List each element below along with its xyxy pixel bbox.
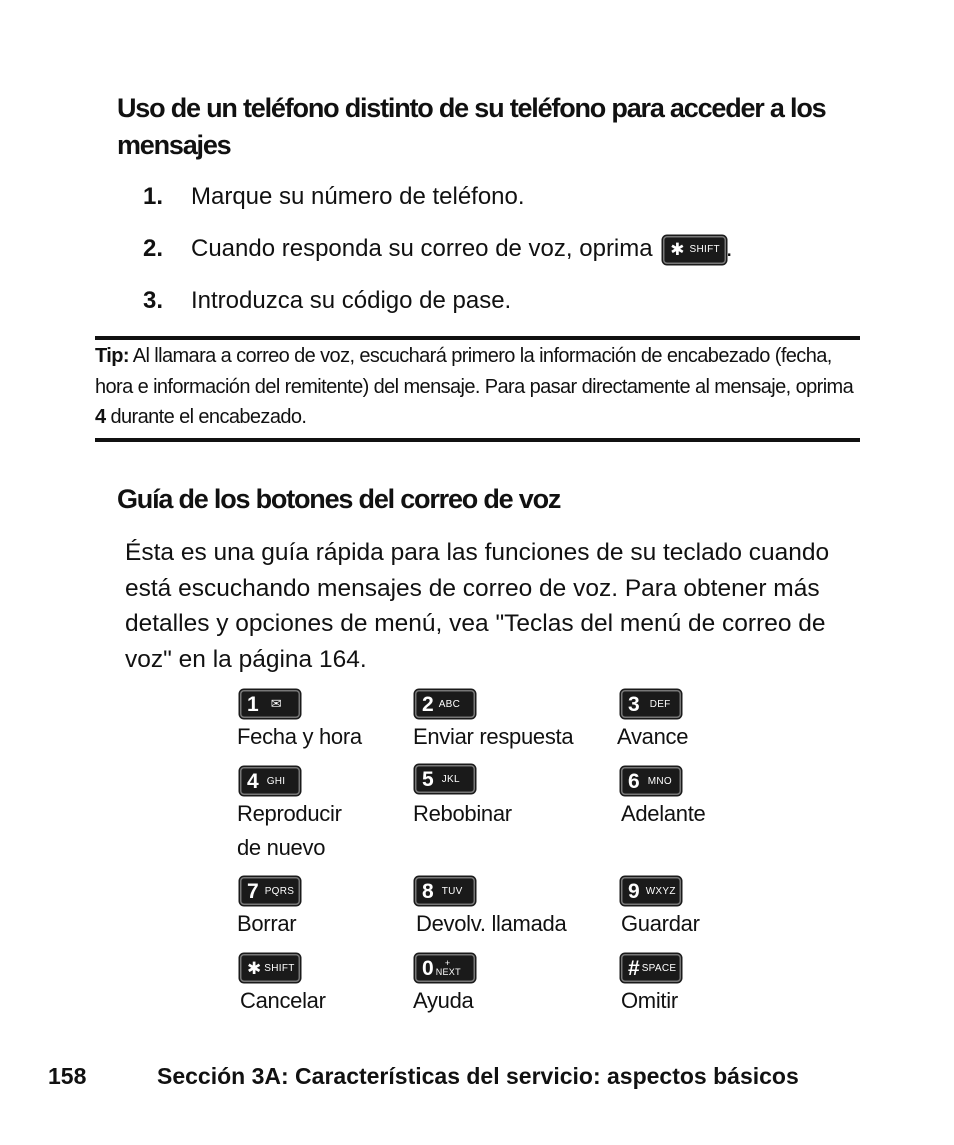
key-6 <box>621 767 705 831</box>
key-digit: 4 <box>247 769 259 793</box>
tip-label: Tip: <box>95 345 129 367</box>
key-sub: PQRS <box>264 885 295 897</box>
key-sub: MNO <box>647 775 672 787</box>
key-sub: SPACE <box>641 962 677 974</box>
key-label: Borrar <box>237 911 297 936</box>
step-1 <box>143 182 525 212</box>
key-sub: JKL <box>441 773 460 785</box>
key-9-icon <box>621 877 681 905</box>
tip-text: Al llamara a correo de voz, escuchará primero la información de encabezado (fecha, hora e información del remitente) del mensaje. Para pasar directamente al mensaje, oprima <box>95 345 854 398</box>
step-3 <box>143 286 511 316</box>
key-label: Guardar <box>621 911 700 936</box>
key-label: Devolv. llamada <box>416 911 567 936</box>
key-sub: SHIFT <box>689 243 720 255</box>
key-sub: ABC <box>438 698 461 710</box>
section-heading: Uso de un teléfono distinto de su teléfono para acceder a los mensajes <box>117 93 826 160</box>
key-3 <box>617 690 689 754</box>
key-4 <box>237 767 367 865</box>
section-footer: Sección 3A: Características del servicio: aspectos básicos <box>157 1063 799 1089</box>
key-digit: 5 <box>422 767 434 791</box>
space-key-icon <box>621 954 681 982</box>
key-label: Enviar respuesta <box>413 724 574 749</box>
key-7-icon <box>240 877 300 905</box>
key-1-icon <box>240 690 300 718</box>
step-number: 3. <box>143 287 164 314</box>
step-text: Marque su número de teléfono. <box>191 183 525 210</box>
key-digit: ✱ <box>670 240 685 260</box>
key-2 <box>415 690 573 754</box>
key-1 <box>237 690 362 754</box>
key-label: Reproducir de nuevo <box>237 801 342 860</box>
key-digit: ✱ <box>247 958 262 978</box>
tip-text-end: durante el encabezado. <box>105 406 307 428</box>
key-2-icon <box>415 690 475 718</box>
key-0 <box>415 954 475 1018</box>
key-8-icon <box>415 877 475 905</box>
key-8 <box>415 877 566 941</box>
tip-bottom-rule <box>95 438 860 442</box>
key-digit: 0 <box>422 956 434 980</box>
tip-box <box>95 341 860 433</box>
key-label: Omitir <box>621 988 678 1013</box>
key-sub: WXYZ <box>645 885 676 897</box>
intro-paragraph: Ésta es una guía rápida para las funciones de su teclado cuando está escuchando mensajes de correo de voz. Para obtener más detalles y opciones de menú, vea "Teclas del menú de correo de voz" en la página 164. <box>125 539 830 673</box>
key-label: Adelante <box>621 801 706 826</box>
key-sub: GHI <box>266 775 286 787</box>
key-5 <box>415 765 512 831</box>
key-star <box>240 954 326 1018</box>
key-7 <box>237 877 300 941</box>
key-digit: 9 <box>628 879 640 903</box>
key-5-icon <box>415 765 475 793</box>
key-sub: SHIFT <box>264 962 295 974</box>
key-3-icon <box>621 690 681 718</box>
next-icon: + NEXT <box>435 958 461 977</box>
key-digit: 7 <box>247 879 259 903</box>
key-label: Cancelar <box>240 988 326 1013</box>
key-digit: 3 <box>628 692 640 716</box>
buttons-guide-heading: Guía de los botones del correo de voz <box>117 484 561 514</box>
tip-top-rule <box>95 336 860 340</box>
key-4-icon <box>240 767 300 795</box>
key-digit: 6 <box>628 769 640 793</box>
step-2 <box>143 234 733 264</box>
shift-key-icon <box>240 954 300 982</box>
shift-key-icon <box>663 236 726 264</box>
key-sub: DEF <box>649 698 671 710</box>
key-label: Fecha y hora <box>237 724 362 749</box>
key-digit: # <box>628 956 640 980</box>
key-9 <box>621 877 700 941</box>
key-0-icon <box>415 954 475 982</box>
key-label: Ayuda <box>413 988 474 1013</box>
key-sub: TUV <box>441 885 463 897</box>
step-text: Introduzca su código de pase. <box>191 287 512 314</box>
key-label: Rebobinar <box>413 801 512 826</box>
step-number: 1. <box>143 183 164 210</box>
step-number: 2. <box>143 235 164 262</box>
key-digit: 8 <box>422 879 434 903</box>
key-6-icon <box>621 767 681 795</box>
page-number: 158 <box>48 1063 87 1089</box>
key-pound <box>621 954 681 1018</box>
step-text: Cuando responda su correo de voz, oprima <box>191 235 653 262</box>
tip-key: 4 <box>95 406 106 428</box>
key-digit: 2 <box>422 692 434 716</box>
key-label: Avance <box>617 724 689 749</box>
step-suffix: . <box>725 235 733 262</box>
envelope-icon: ✉ <box>270 696 282 711</box>
key-digit: 1 <box>247 692 259 716</box>
